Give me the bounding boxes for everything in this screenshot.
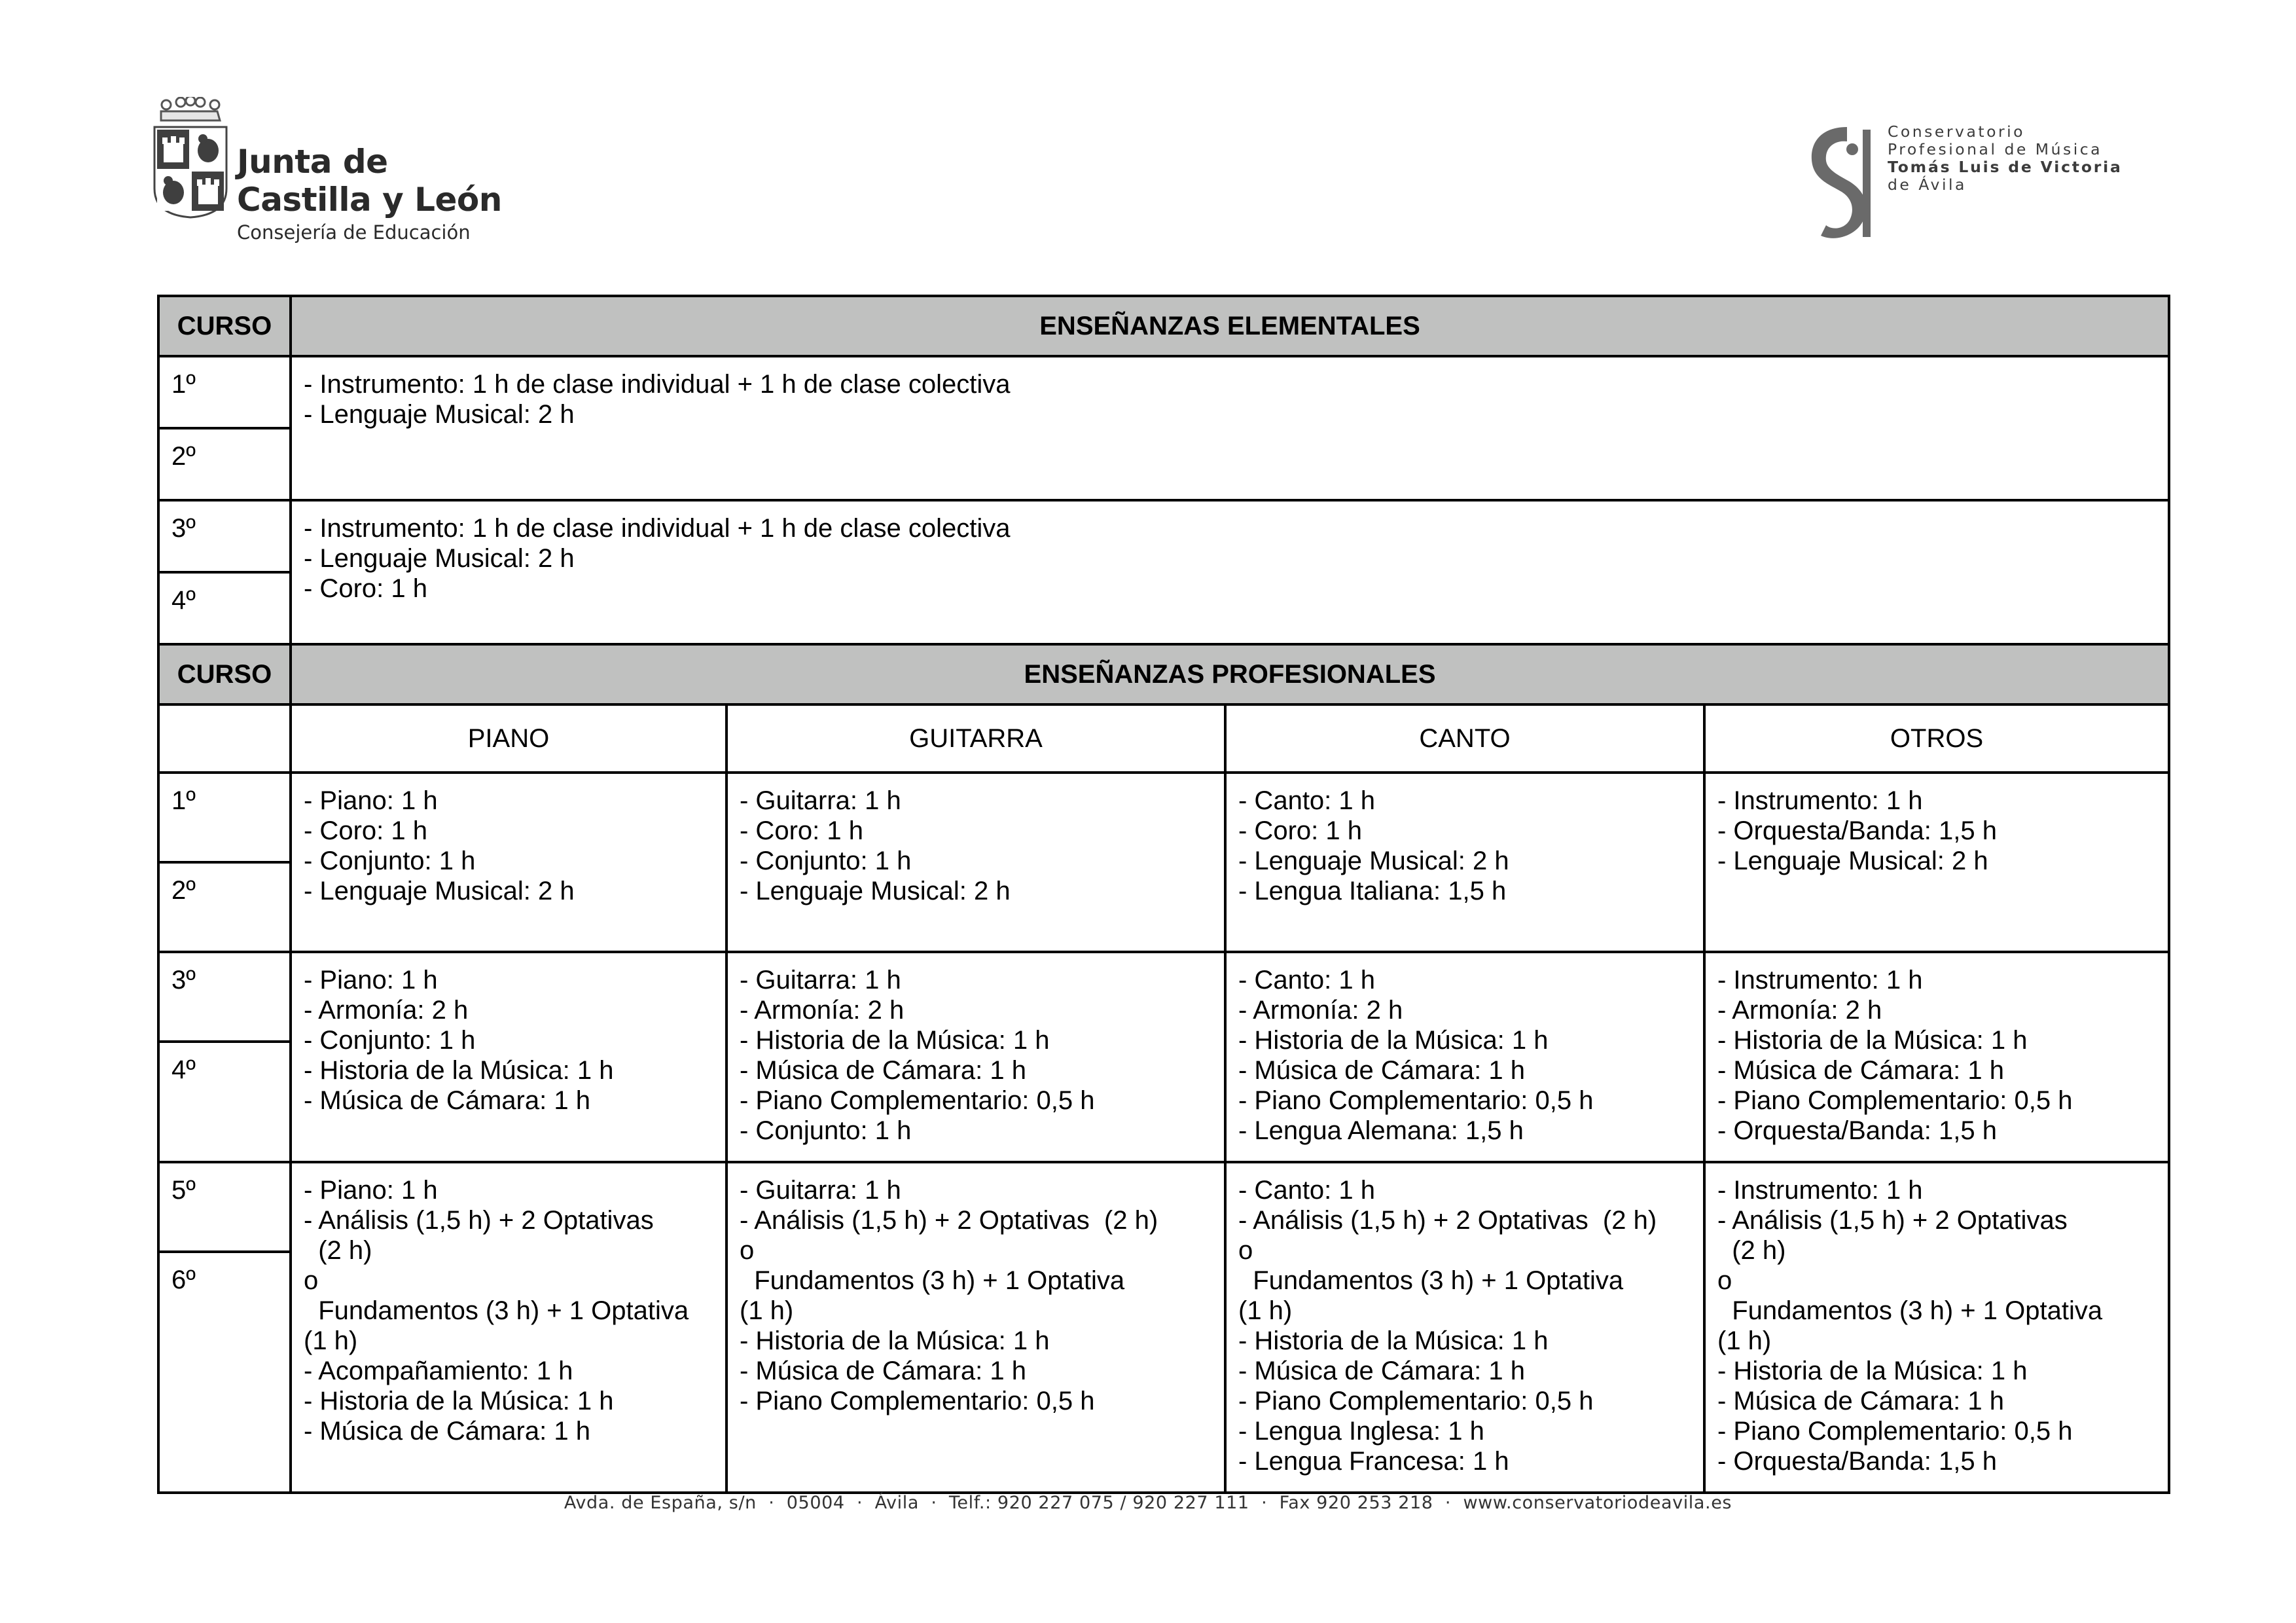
- content-line: - Guitarra: 1 h: [740, 786, 901, 815]
- content-line: - Coro: 1 h: [304, 816, 427, 845]
- content-line: o: [1717, 1266, 1732, 1295]
- content-line: - Lengua Italiana: 1,5 h: [1238, 877, 1507, 905]
- jcyl-logo: [152, 97, 518, 254]
- elementales-content-cell: [291, 500, 2169, 644]
- content-line: - Piano Complementario: 0,5 h: [740, 1086, 1095, 1115]
- table-row: [158, 500, 2169, 572]
- content-line: (2 h): [1717, 1236, 1786, 1265]
- profesionales-header-row: [158, 644, 2169, 704]
- content-line: - Piano: 1 h: [304, 786, 438, 815]
- content-line: - Música de Cámara: 1 h: [304, 1086, 590, 1115]
- canto-cell: [1225, 1162, 1704, 1493]
- content-line: - Piano Complementario: 0,5 h: [1238, 1387, 1594, 1415]
- content-line: - Historia de la Música: 1 h: [740, 1326, 1050, 1355]
- elementales-title: ENSEÑANZAS ELEMENTALES: [291, 296, 2169, 356]
- content-line: - Música de Cámara: 1 h: [1717, 1387, 2004, 1415]
- content-line: - Música de Cámara: 1 h: [304, 1417, 590, 1446]
- curso-cell: 1º: [158, 773, 291, 862]
- content-line: - Canto: 1 h: [1238, 966, 1376, 994]
- content-line: - Armonía: 2 h: [304, 996, 469, 1025]
- profesionales-title: ENSEÑANZAS PROFESIONALES: [291, 644, 2169, 704]
- curso-cell: 3º: [158, 500, 291, 572]
- content-line: (1 h): [1717, 1326, 1772, 1355]
- content-line: - Canto: 1 h: [1238, 786, 1376, 815]
- column-header-canto: CANTO: [1225, 704, 1704, 773]
- jcyl-title: [237, 143, 525, 219]
- table-row: [158, 356, 2169, 428]
- table-row: [158, 773, 2169, 862]
- content-line: - Lenguaje Musical: 2 h: [304, 877, 575, 905]
- otros-cell: [1704, 952, 2169, 1162]
- content-line: - Música de Cámara: 1 h: [740, 1056, 1026, 1085]
- curso-cell: 2º: [158, 428, 291, 500]
- curso-cell: 2º: [158, 862, 291, 952]
- content-line: - Historia de la Música: 1 h: [1238, 1326, 1549, 1355]
- content-line: - Análisis (1,5 h) + 2 Optativas: [1717, 1206, 2068, 1235]
- content-line: - Acompañamiento: 1 h: [304, 1357, 573, 1385]
- empty-header-cell: [158, 704, 291, 773]
- curso-cell: 6º: [158, 1252, 291, 1493]
- table-row: [158, 1162, 2169, 1252]
- otros-cell: [1704, 773, 2169, 952]
- content-line: - Lengua Inglesa: 1 h: [1238, 1417, 1484, 1446]
- content-line: - Piano Complementario: 0,5 h: [1238, 1086, 1594, 1115]
- elementales-header-row: [158, 296, 2169, 356]
- conservatorio-line1: Conservatorio: [1888, 122, 2026, 141]
- content-line: - Música de Cámara: 1 h: [1717, 1056, 2004, 1085]
- curso-header: CURSO: [158, 296, 291, 356]
- guitarra-cell: [726, 1162, 1225, 1493]
- content-line: - Piano: 1 h: [304, 1176, 438, 1205]
- guitarra-cell: [726, 773, 1225, 952]
- content-line: - Música de Cámara: 1 h: [1238, 1357, 1525, 1385]
- content-line: - Orquesta/Banda: 1,5 h: [1717, 816, 1997, 845]
- schedule-table: [157, 295, 2170, 1494]
- elementales-content-cell: [291, 356, 2169, 500]
- curso-header: CURSO: [158, 644, 291, 704]
- content-line: - Lengua Alemana: 1,5 h: [1238, 1116, 1524, 1145]
- coat-of-arms-icon: [152, 97, 229, 220]
- curso-cell: 1º: [158, 356, 291, 428]
- content-line: - Orquesta/Banda: 1,5 h: [1717, 1116, 1997, 1145]
- content-line: - Piano: 1 h: [304, 966, 438, 994]
- content-line: - Conjunto: 1 h: [304, 1026, 476, 1055]
- canto-cell: [1225, 773, 1704, 952]
- column-header-row: [158, 704, 2169, 773]
- content-line: - Coro: 1 h: [1238, 816, 1362, 845]
- content-line: - Piano Complementario: 0,5 h: [740, 1387, 1095, 1415]
- content-line: (1 h): [304, 1326, 358, 1355]
- curso-cell: 3º: [158, 952, 291, 1042]
- content-line: - Armonía: 2 h: [740, 996, 905, 1025]
- content-line: - Instrumento: 1 h de clase individual + 1 h de clase colectiva: [304, 370, 1011, 399]
- conservatorio-name: [1888, 123, 2149, 194]
- curso-cell: 5º: [158, 1162, 291, 1252]
- content-line: - Historia de la Música: 1 h: [1717, 1357, 2028, 1385]
- content-line: - Análisis (1,5 h) + 2 Optativas (2 h): [1238, 1206, 1657, 1235]
- column-header-piano: PIANO: [291, 704, 726, 773]
- content-line: - Lenguaje Musical: 2 h: [304, 544, 575, 573]
- content-line: - Canto: 1 h: [1238, 1176, 1376, 1205]
- content-line: - Coro: 1 h: [740, 816, 863, 845]
- jcyl-subtitle: Consejería de Educación: [237, 221, 471, 244]
- conservatorio-emblem-icon: [1806, 123, 1878, 240]
- content-line: - Orquesta/Banda: 1,5 h: [1717, 1447, 1997, 1476]
- content-line: - Historia de la Música: 1 h: [304, 1387, 614, 1415]
- content-line: - Lengua Francesa: 1 h: [1238, 1447, 1509, 1476]
- content-line: Fundamentos (3 h) + 1 Optativa: [740, 1266, 1125, 1295]
- guitarra-cell: [726, 952, 1225, 1162]
- content-line: - Armonía: 2 h: [1717, 996, 1882, 1025]
- content-line: - Historia de la Música: 1 h: [1238, 1026, 1549, 1055]
- content-line: - Conjunto: 1 h: [740, 1116, 912, 1145]
- content-line: Fundamentos (3 h) + 1 Optativa: [1717, 1296, 2103, 1325]
- content-line: - Lenguaje Musical: 2 h: [740, 877, 1011, 905]
- conservatorio-logo: [1806, 123, 2147, 247]
- content-line: (1 h): [1238, 1296, 1293, 1325]
- content-line: - Instrumento: 1 h: [1717, 786, 1923, 815]
- conservatorio-line2: Profesional de Música: [1888, 140, 2103, 158]
- content-line: - Guitarra: 1 h: [740, 1176, 901, 1205]
- content-line: - Instrumento: 1 h de clase individual + 1 h de clase colectiva: [304, 514, 1011, 543]
- content-line: Fundamentos (3 h) + 1 Optativa: [1238, 1266, 1624, 1295]
- content-line: - Lenguaje Musical: 2 h: [1238, 847, 1509, 875]
- content-line: (2 h): [304, 1236, 372, 1265]
- footer-address: Avda. de España, s/n · 05004 · Ávila · Telf.: 920 227 075 / 920 227 111 · Fax 920 253 218 · www.conservatoriodeavila.es: [564, 1493, 1732, 1513]
- jcyl-title-line1: Junta de: [237, 143, 388, 181]
- content-line: o: [740, 1236, 755, 1265]
- content-line: - Instrumento: 1 h: [1717, 966, 1923, 994]
- curso-cell: 4º: [158, 572, 291, 644]
- content-line: - Análisis (1,5 h) + 2 Optativas: [304, 1206, 654, 1235]
- content-line: Fundamentos (3 h) + 1 Optativa: [304, 1296, 689, 1325]
- conservatorio-line3: Tomás Luis de Victoria: [1888, 158, 2123, 176]
- piano-cell: [291, 952, 726, 1162]
- content-line: o: [1238, 1236, 1253, 1265]
- content-line: - Guitarra: 1 h: [740, 966, 901, 994]
- content-line: - Lenguaje Musical: 2 h: [1717, 847, 1988, 875]
- content-line: - Historia de la Música: 1 h: [1717, 1026, 2028, 1055]
- content-line: (1 h): [740, 1296, 794, 1325]
- content-line: - Historia de la Música: 1 h: [304, 1056, 614, 1085]
- canto-cell: [1225, 952, 1704, 1162]
- content-line: o: [304, 1266, 319, 1295]
- column-header-otros: OTROS: [1704, 704, 2169, 773]
- content-line: - Armonía: 2 h: [1238, 996, 1403, 1025]
- piano-cell: [291, 773, 726, 952]
- content-line: - Música de Cámara: 1 h: [1238, 1056, 1525, 1085]
- table-row: [158, 952, 2169, 1042]
- content-line: - Música de Cámara: 1 h: [740, 1357, 1026, 1385]
- content-line: - Piano Complementario: 0,5 h: [1717, 1417, 2073, 1446]
- content-line: - Instrumento: 1 h: [1717, 1176, 1923, 1205]
- column-header-guitarra: GUITARRA: [726, 704, 1225, 773]
- content-line: - Lenguaje Musical: 2 h: [304, 400, 575, 429]
- content-line: - Conjunto: 1 h: [740, 847, 912, 875]
- content-line: - Coro: 1 h: [304, 574, 427, 603]
- jcyl-title-line2: Castilla y León: [237, 181, 502, 219]
- content-line: - Historia de la Música: 1 h: [740, 1026, 1050, 1055]
- otros-cell: [1704, 1162, 2169, 1493]
- conservatorio-line4: de Ávila: [1888, 175, 1967, 194]
- content-line: - Piano Complementario: 0,5 h: [1717, 1086, 2073, 1115]
- curso-cell: 4º: [158, 1042, 291, 1162]
- content-line: - Análisis (1,5 h) + 2 Optativas (2 h): [740, 1206, 1158, 1235]
- content-line: - Conjunto: 1 h: [304, 847, 476, 875]
- piano-cell: [291, 1162, 726, 1493]
